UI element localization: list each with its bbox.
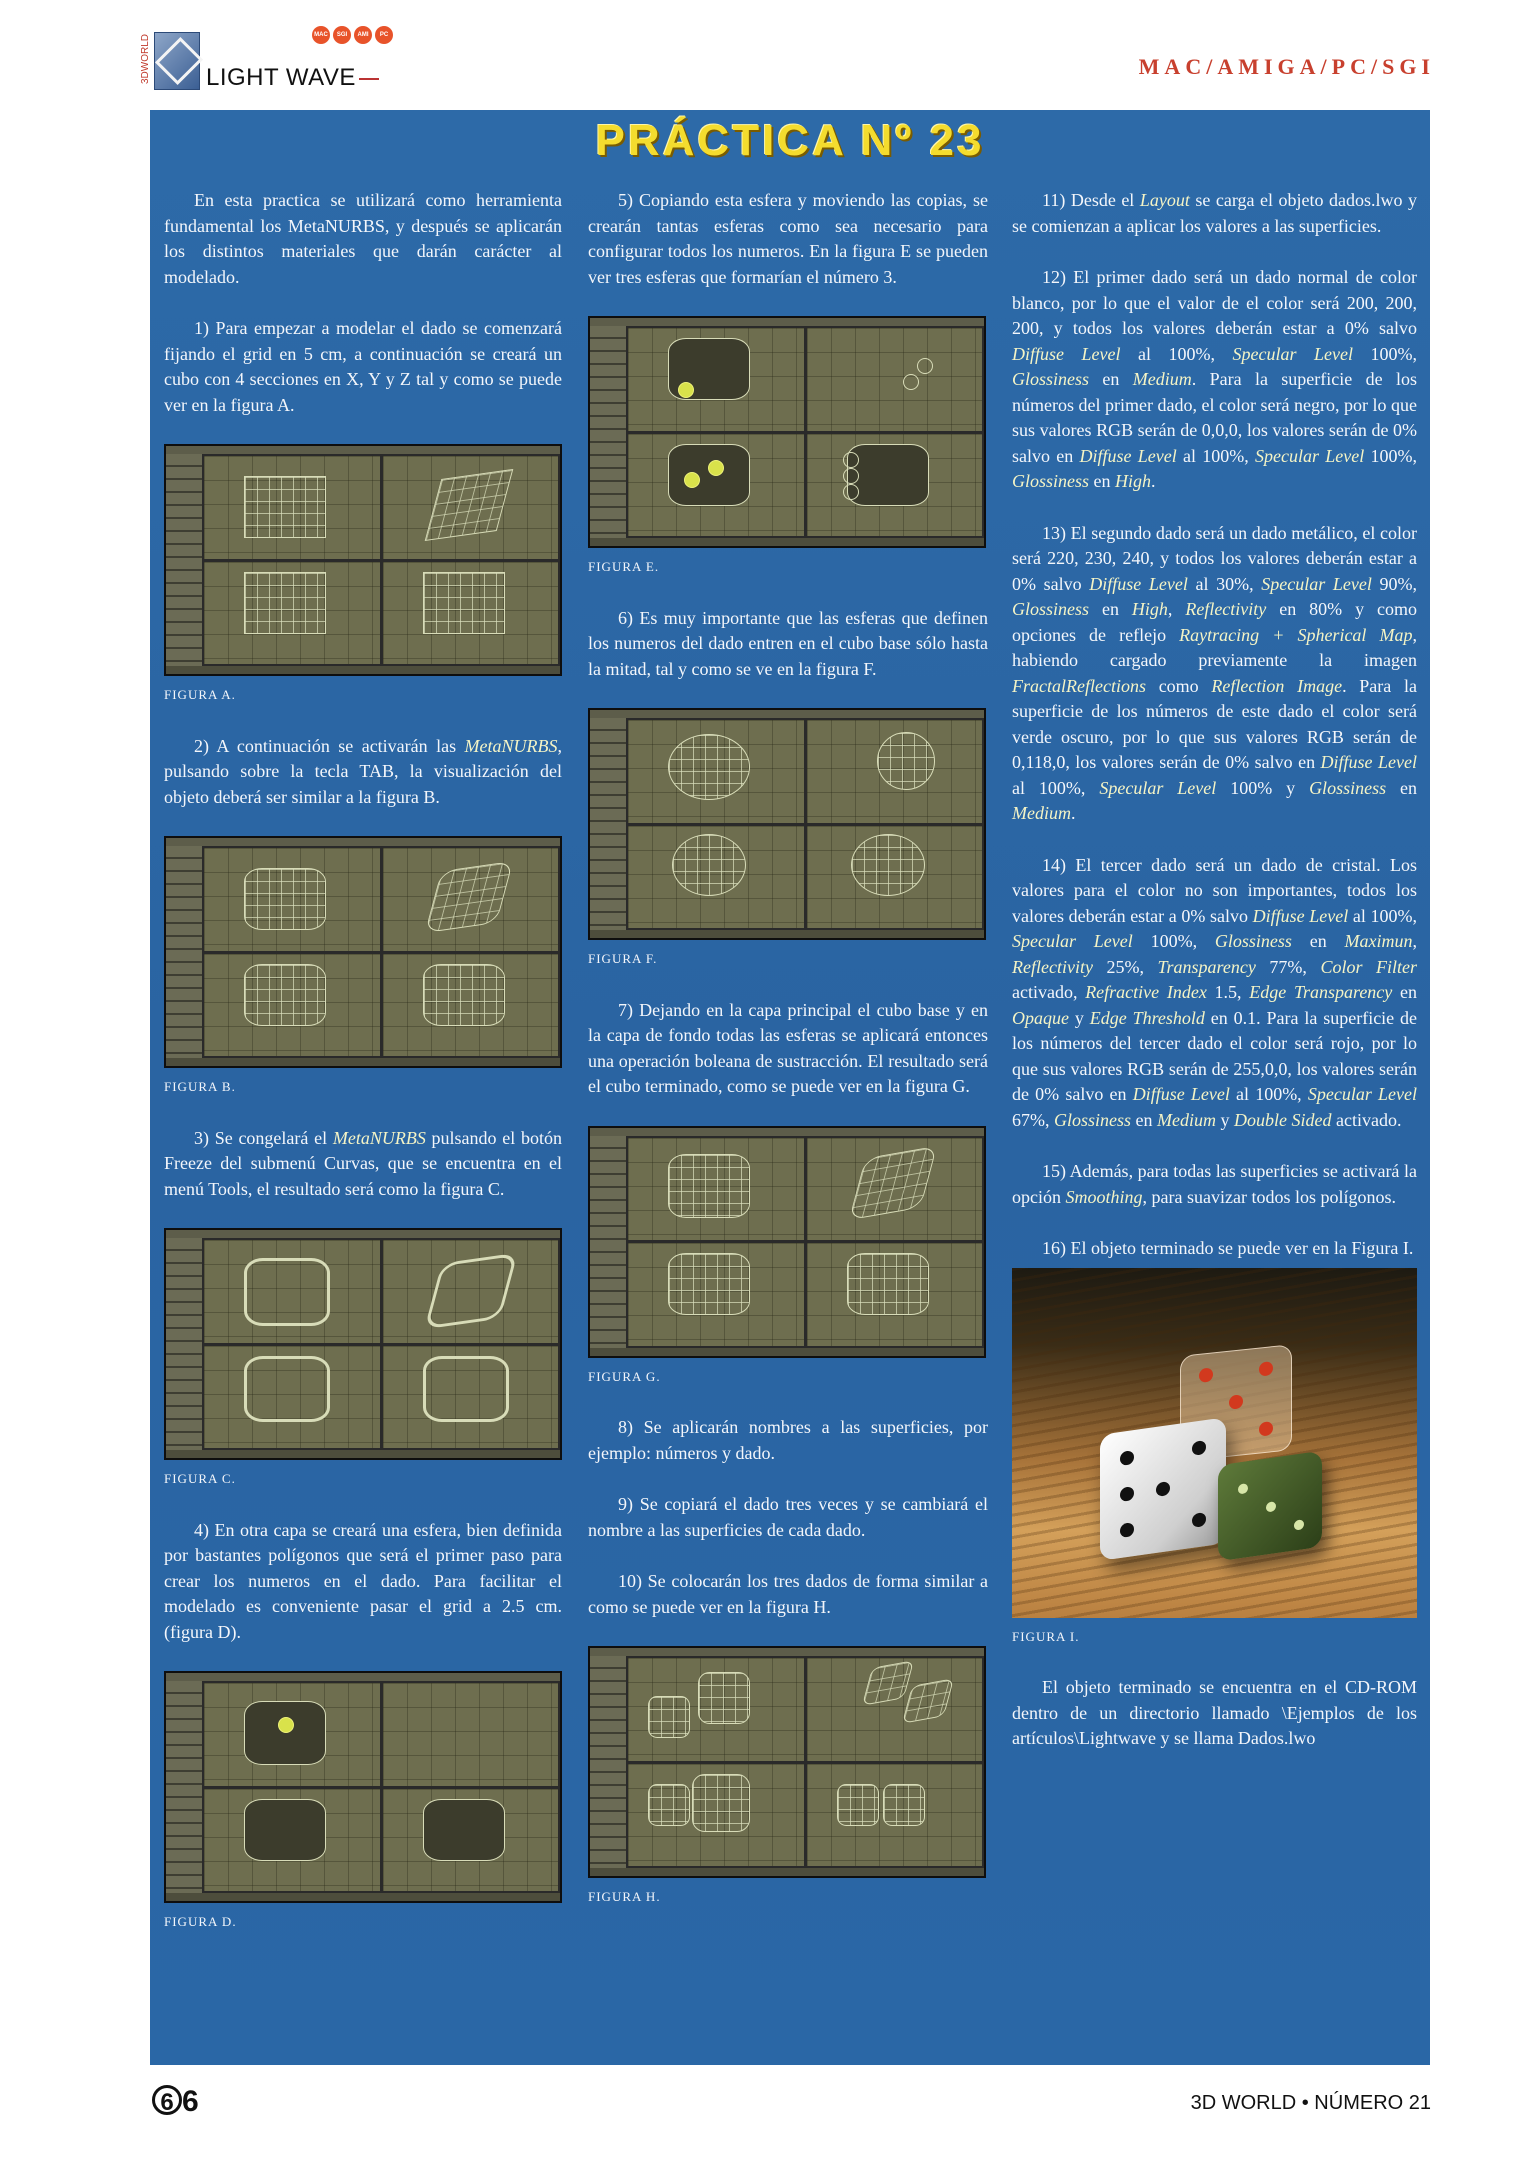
caption-c: FIGURA C. xyxy=(164,1471,236,1486)
die-mesh xyxy=(668,1253,750,1315)
viewport-perspective xyxy=(807,328,983,431)
figure-statusbar xyxy=(590,930,984,938)
viewport-side xyxy=(807,1243,983,1346)
viewport-side xyxy=(383,562,559,665)
badge-sgi: SGI xyxy=(333,26,351,44)
die-mesh xyxy=(883,1784,925,1826)
sphere-mesh xyxy=(843,468,859,484)
page-header xyxy=(0,0,1527,120)
die-mesh xyxy=(648,1696,690,1738)
page-number xyxy=(152,2085,199,2119)
paragraph-6: 6) Es muy importante que las esferas que definen los numeros del dado entren en el cubo base sólo hasta la mitad, tal y como se ve en la figura F. xyxy=(588,607,988,679)
figure-toolbar xyxy=(590,318,984,326)
figure-sidebar xyxy=(590,1136,626,1348)
figure-viewports xyxy=(628,1658,982,1866)
black-pip xyxy=(1120,1450,1134,1466)
die-mesh xyxy=(837,1784,879,1826)
paragraph-11: 11) Desde el Layout se carga el objeto dados.lwo y se comienzan a aplicar los valores a las superficies. xyxy=(1012,190,1417,236)
viewport-perspective xyxy=(807,1138,983,1241)
viewport-front xyxy=(204,562,380,665)
figure-sidebar xyxy=(166,1681,202,1893)
figure-viewports xyxy=(204,1683,558,1891)
figure-viewports xyxy=(628,720,982,928)
platforms-label: MAC/AMIGA/PC/SGI xyxy=(1138,54,1435,79)
viewport-side xyxy=(807,434,983,537)
red-pip xyxy=(1229,1394,1243,1409)
figure-toolbar xyxy=(590,710,984,718)
metanurbs-mesh xyxy=(424,861,513,933)
die-mesh xyxy=(847,1253,929,1315)
viewport-perspective xyxy=(383,848,559,951)
caption-i: FIGURA I. xyxy=(1012,1628,1080,1644)
red-pip xyxy=(1199,1367,1213,1382)
figure-i-render xyxy=(1012,1268,1417,1618)
logo-name: LIGHT WAVE xyxy=(206,64,379,92)
paragraph-2: 2) A continuación se activarán las MetaNURBS, pulsando sobre la tecla TAB, la visualización del objeto deberá ser similar a la figura B. xyxy=(164,735,562,807)
sphere-mesh xyxy=(843,484,859,500)
paragraph-12: 12) El primer dado será un dado normal de color blanco, por lo que el valor de el color será 200, 200, 200, y todos los valores deberán estar a 0% salvo Diffuse Level al 100%, Specular Level 100%, Glossiness en Medium. Para la superficie de los números del primer dado, el color será negro, por lo que sus valores RGB serán de 0,0,0, los valores serán de 0% salvo en Diffuse Level al 100%, Specular Level 100%, Glossiness en High. xyxy=(1012,267,1418,491)
magazine-issue: 3D WORLD • NÚMERO 21 xyxy=(1190,2092,1431,2114)
viewport-perspective xyxy=(807,720,983,823)
cube-mesh xyxy=(423,572,505,634)
die-mesh xyxy=(648,1784,690,1826)
green-pip xyxy=(1266,1501,1276,1512)
badge-mac: MAC xyxy=(312,26,330,44)
cube-mesh xyxy=(668,444,750,506)
die-mesh xyxy=(668,1154,750,1218)
paragraph-8: 8) Se aplicarán nombres a las superficies, por ejemplo: números y dado. xyxy=(588,1417,988,1463)
viewport-perspective xyxy=(383,1240,559,1343)
column-3 xyxy=(1012,188,1417,1778)
figure-h xyxy=(588,1646,986,1878)
viewport-side xyxy=(383,954,559,1057)
spheres-cluster xyxy=(851,834,925,896)
viewport-front xyxy=(204,1346,380,1449)
red-pip xyxy=(1259,1421,1273,1436)
die-mesh xyxy=(698,1672,750,1724)
figure-toolbar xyxy=(166,1673,560,1681)
viewport-side xyxy=(807,826,983,929)
figure-d xyxy=(164,1671,562,1903)
caption-h: FIGURA H. xyxy=(588,1889,661,1904)
black-pip xyxy=(1156,1481,1170,1497)
viewport-top xyxy=(204,456,380,559)
paragraph-14: 14) El tercer dado será un dado de cristal. Los valores para el color no son importantes, todos los valores deberán estar a 0% salvo Diffuse Level al 100%, Specular Level 100%, Glossiness en Maximun, Reflectivity 25%, Transparency 77%, Color Filter activado, Refractive Index 1.5, Edge Transparency en Opaque y Edge Threshold en 0.1. Para la superficie de los números del tercer dado el color será rojo, por lo que sus valores RGB serán de 255,0,0, los valores serán de 0% salvo en Diffuse Level al 100%, Specular Level 67%, Glossiness en Medium y Double Sided activado. xyxy=(1012,854,1418,1130)
paragraph-5: 5) Copiando esta esfera y moviendo las copias, se crearán tantas esferas como sea necesario para configurar todos los numeros. En la figura E se pueden ver tres esferas que formarían el número 3. xyxy=(588,190,988,287)
viewport-top xyxy=(628,328,804,431)
figure-sidebar xyxy=(590,718,626,930)
figure-e xyxy=(588,316,986,548)
die-mesh xyxy=(861,1660,913,1705)
figure-toolbar xyxy=(166,446,560,454)
figure-statusbar xyxy=(166,1058,560,1066)
frozen-mesh xyxy=(244,1356,330,1422)
black-pip xyxy=(1120,1486,1134,1502)
figure-toolbar xyxy=(590,1648,984,1656)
figure-toolbar xyxy=(166,838,560,846)
sphere-mesh xyxy=(278,1717,294,1733)
figure-viewports xyxy=(204,848,558,1056)
sphere-mesh xyxy=(903,374,919,390)
spheres-cluster xyxy=(877,732,935,790)
figure-sidebar xyxy=(590,326,626,538)
sphere-mesh xyxy=(843,452,859,468)
sphere-mesh xyxy=(678,382,694,398)
figure-statusbar xyxy=(590,538,984,546)
logo-vertical-label: 3DWORLD xyxy=(140,34,151,85)
spheres-cluster xyxy=(672,834,746,896)
paragraph-15: 15) Además, para todas las superficies se activará la opción Smoothing, para suavizar todos los polígonos. xyxy=(1012,1161,1417,1207)
article-title: PRÁCTICA Nº 23 xyxy=(595,116,985,165)
viewport-front xyxy=(204,1789,380,1892)
metanurbs-mesh xyxy=(244,964,326,1026)
frozen-mesh xyxy=(424,1253,518,1330)
viewport-top xyxy=(628,1658,804,1761)
die-mesh xyxy=(692,1774,750,1832)
viewport-perspective xyxy=(383,456,559,559)
metallic-die xyxy=(1218,1450,1322,1561)
cube-mesh xyxy=(847,444,929,506)
lightwave-logo xyxy=(140,26,400,96)
viewport-top xyxy=(204,848,380,951)
figure-c xyxy=(164,1228,562,1460)
sphere-mesh xyxy=(684,472,700,488)
sphere-mesh xyxy=(708,460,724,476)
spheres-cluster xyxy=(668,734,750,800)
figure-sidebar xyxy=(166,454,202,666)
figure-b xyxy=(164,836,562,1068)
article-panel xyxy=(150,110,1430,2065)
figure-f xyxy=(588,708,986,940)
green-pip xyxy=(1294,1519,1304,1530)
viewport-top xyxy=(628,1138,804,1241)
cube-mesh xyxy=(244,572,326,634)
figure-sidebar xyxy=(590,1656,626,1868)
black-pip xyxy=(1192,1511,1206,1527)
figure-statusbar xyxy=(166,1450,560,1458)
viewport-side xyxy=(807,1764,983,1867)
figure-viewports xyxy=(628,328,982,536)
viewport-front xyxy=(628,1764,804,1867)
cube-mesh xyxy=(423,1799,505,1861)
paragraph-1: 1) Para empezar a modelar el dado se comenzará fijando el grid en 5 cm, a continuación se creará un cubo con 4 secciones en X, Y y Z tal y como se puede ver en la figura A. xyxy=(164,318,562,415)
figure-statusbar xyxy=(590,1348,984,1356)
viewport-front xyxy=(628,1243,804,1346)
cube-mesh xyxy=(244,1799,326,1861)
viewport-perspective xyxy=(383,1683,559,1786)
paragraph-9: 9) Se copiará el dado tres veces y se cambiará el nombre a las superficies de cada dado. xyxy=(588,1494,988,1540)
figure-sidebar xyxy=(166,1238,202,1450)
caption-a: FIGURA A. xyxy=(164,687,236,702)
viewport-perspective xyxy=(807,1658,983,1761)
die-mesh xyxy=(848,1145,937,1220)
badge-ami: AMI xyxy=(354,26,372,44)
caption-f: FIGURA F. xyxy=(588,951,658,966)
figure-viewports xyxy=(204,456,558,664)
cube-mesh xyxy=(244,1701,326,1765)
figure-sidebar xyxy=(166,846,202,1058)
cube-mesh xyxy=(244,476,326,538)
paragraph-intro: En esta practica se utilizará como herramienta fundamental los MetaNURBS, y después se aplicarán los distintos materiales que darán carácter al modelado. xyxy=(164,190,562,287)
viewport-top xyxy=(204,1240,380,1343)
viewport-side xyxy=(383,1789,559,1892)
paragraph-10: 10) Se colocarán los tres dados de forma similar a como se puede ver en la figura H. xyxy=(588,1571,988,1617)
caption-d: FIGURA D. xyxy=(164,1914,237,1929)
green-pip xyxy=(1238,1483,1248,1494)
logo-cube-icon xyxy=(154,32,200,90)
metanurbs-mesh xyxy=(423,964,505,1026)
figure-toolbar xyxy=(590,1128,984,1136)
black-pip xyxy=(1120,1522,1134,1538)
black-pip xyxy=(1192,1439,1206,1455)
viewport-front xyxy=(628,826,804,929)
figure-a xyxy=(164,444,562,676)
red-pip xyxy=(1259,1361,1273,1376)
sphere-mesh xyxy=(917,358,933,374)
paragraph-3: 3) Se congelará el MetaNURBS pulsando el botón Freeze del submenú Curvas, que se encuentra en el menú Tools, el resultado será como la figura C. xyxy=(164,1127,562,1199)
figure-statusbar xyxy=(590,1868,984,1876)
figure-statusbar xyxy=(166,1893,560,1901)
viewport-front xyxy=(204,954,380,1057)
platform-badges xyxy=(312,26,393,44)
figure-g xyxy=(588,1126,986,1358)
viewport-top xyxy=(204,1683,380,1786)
cube-mesh xyxy=(424,469,513,541)
frozen-mesh xyxy=(423,1356,509,1422)
paragraph-13: 13) El segundo dado será un dado metálico, el color será 220, 230, 240, y todos los valores deberán estar a 0% salvo Diffuse Level al 30%, Specular Level 90%, Glossiness en High, Reflectivity en 80% y como opciones de reflejo Raytracing + Spherical Map, habiendo cargado previamente la imagen FractalReflections como Reflection Image. Para la superficie de los números de este dado el color será verde oscuro, por lo que sus valores RGB serán de 0,118,0, los valores serán de 0% salvo en Diffuse Level al 100%, Specular Level 100% y Glossiness en Medium. xyxy=(1012,522,1418,823)
frozen-mesh xyxy=(244,1258,330,1326)
page-number-digit: 6 xyxy=(182,2085,199,2118)
figure-viewports xyxy=(628,1138,982,1346)
metanurbs-mesh xyxy=(244,868,326,930)
white-die xyxy=(1100,1417,1226,1561)
paragraph-7: 7) Dejando en la capa principal el cubo base y en la capa de fondo todas las esferas se aplicará entonces una operación boleana de sustracción. El resultado será el cubo terminado, como se puede ver en la figura G. xyxy=(588,999,988,1096)
column-2 xyxy=(588,188,988,1936)
figure-toolbar xyxy=(166,1230,560,1238)
figure-statusbar xyxy=(166,666,560,674)
caption-e: FIGURA E. xyxy=(588,559,660,574)
figure-viewports xyxy=(204,1240,558,1448)
badge-pc: PC xyxy=(375,26,393,44)
page-number-ring: 6 xyxy=(152,2085,182,2115)
viewport-front xyxy=(628,434,804,537)
paragraph-final: El objeto terminado se encuentra en el CD-ROM dentro de un directorio llamado \Ejemplos de los artículos\Lightwave y se llama Dados.lwo xyxy=(1012,1677,1417,1748)
paragraph-4: 4) En otra capa se creará una esfera, bien definida por bastantes polígonos que será el primer paso para crear los numeros en el dado. Para facilitar el modelado es conveniente pasar el grid a 2.5 cm. (figura D). xyxy=(164,1519,562,1642)
column-1 xyxy=(164,188,562,1961)
paragraph-16: 16) El objeto terminado se puede ver en la Figura I. xyxy=(1042,1238,1414,1258)
viewport-top xyxy=(628,720,804,823)
die-mesh xyxy=(901,1678,953,1723)
caption-g: FIGURA G. xyxy=(588,1368,661,1384)
caption-b: FIGURA B. xyxy=(164,1079,236,1094)
viewport-side xyxy=(383,1346,559,1449)
